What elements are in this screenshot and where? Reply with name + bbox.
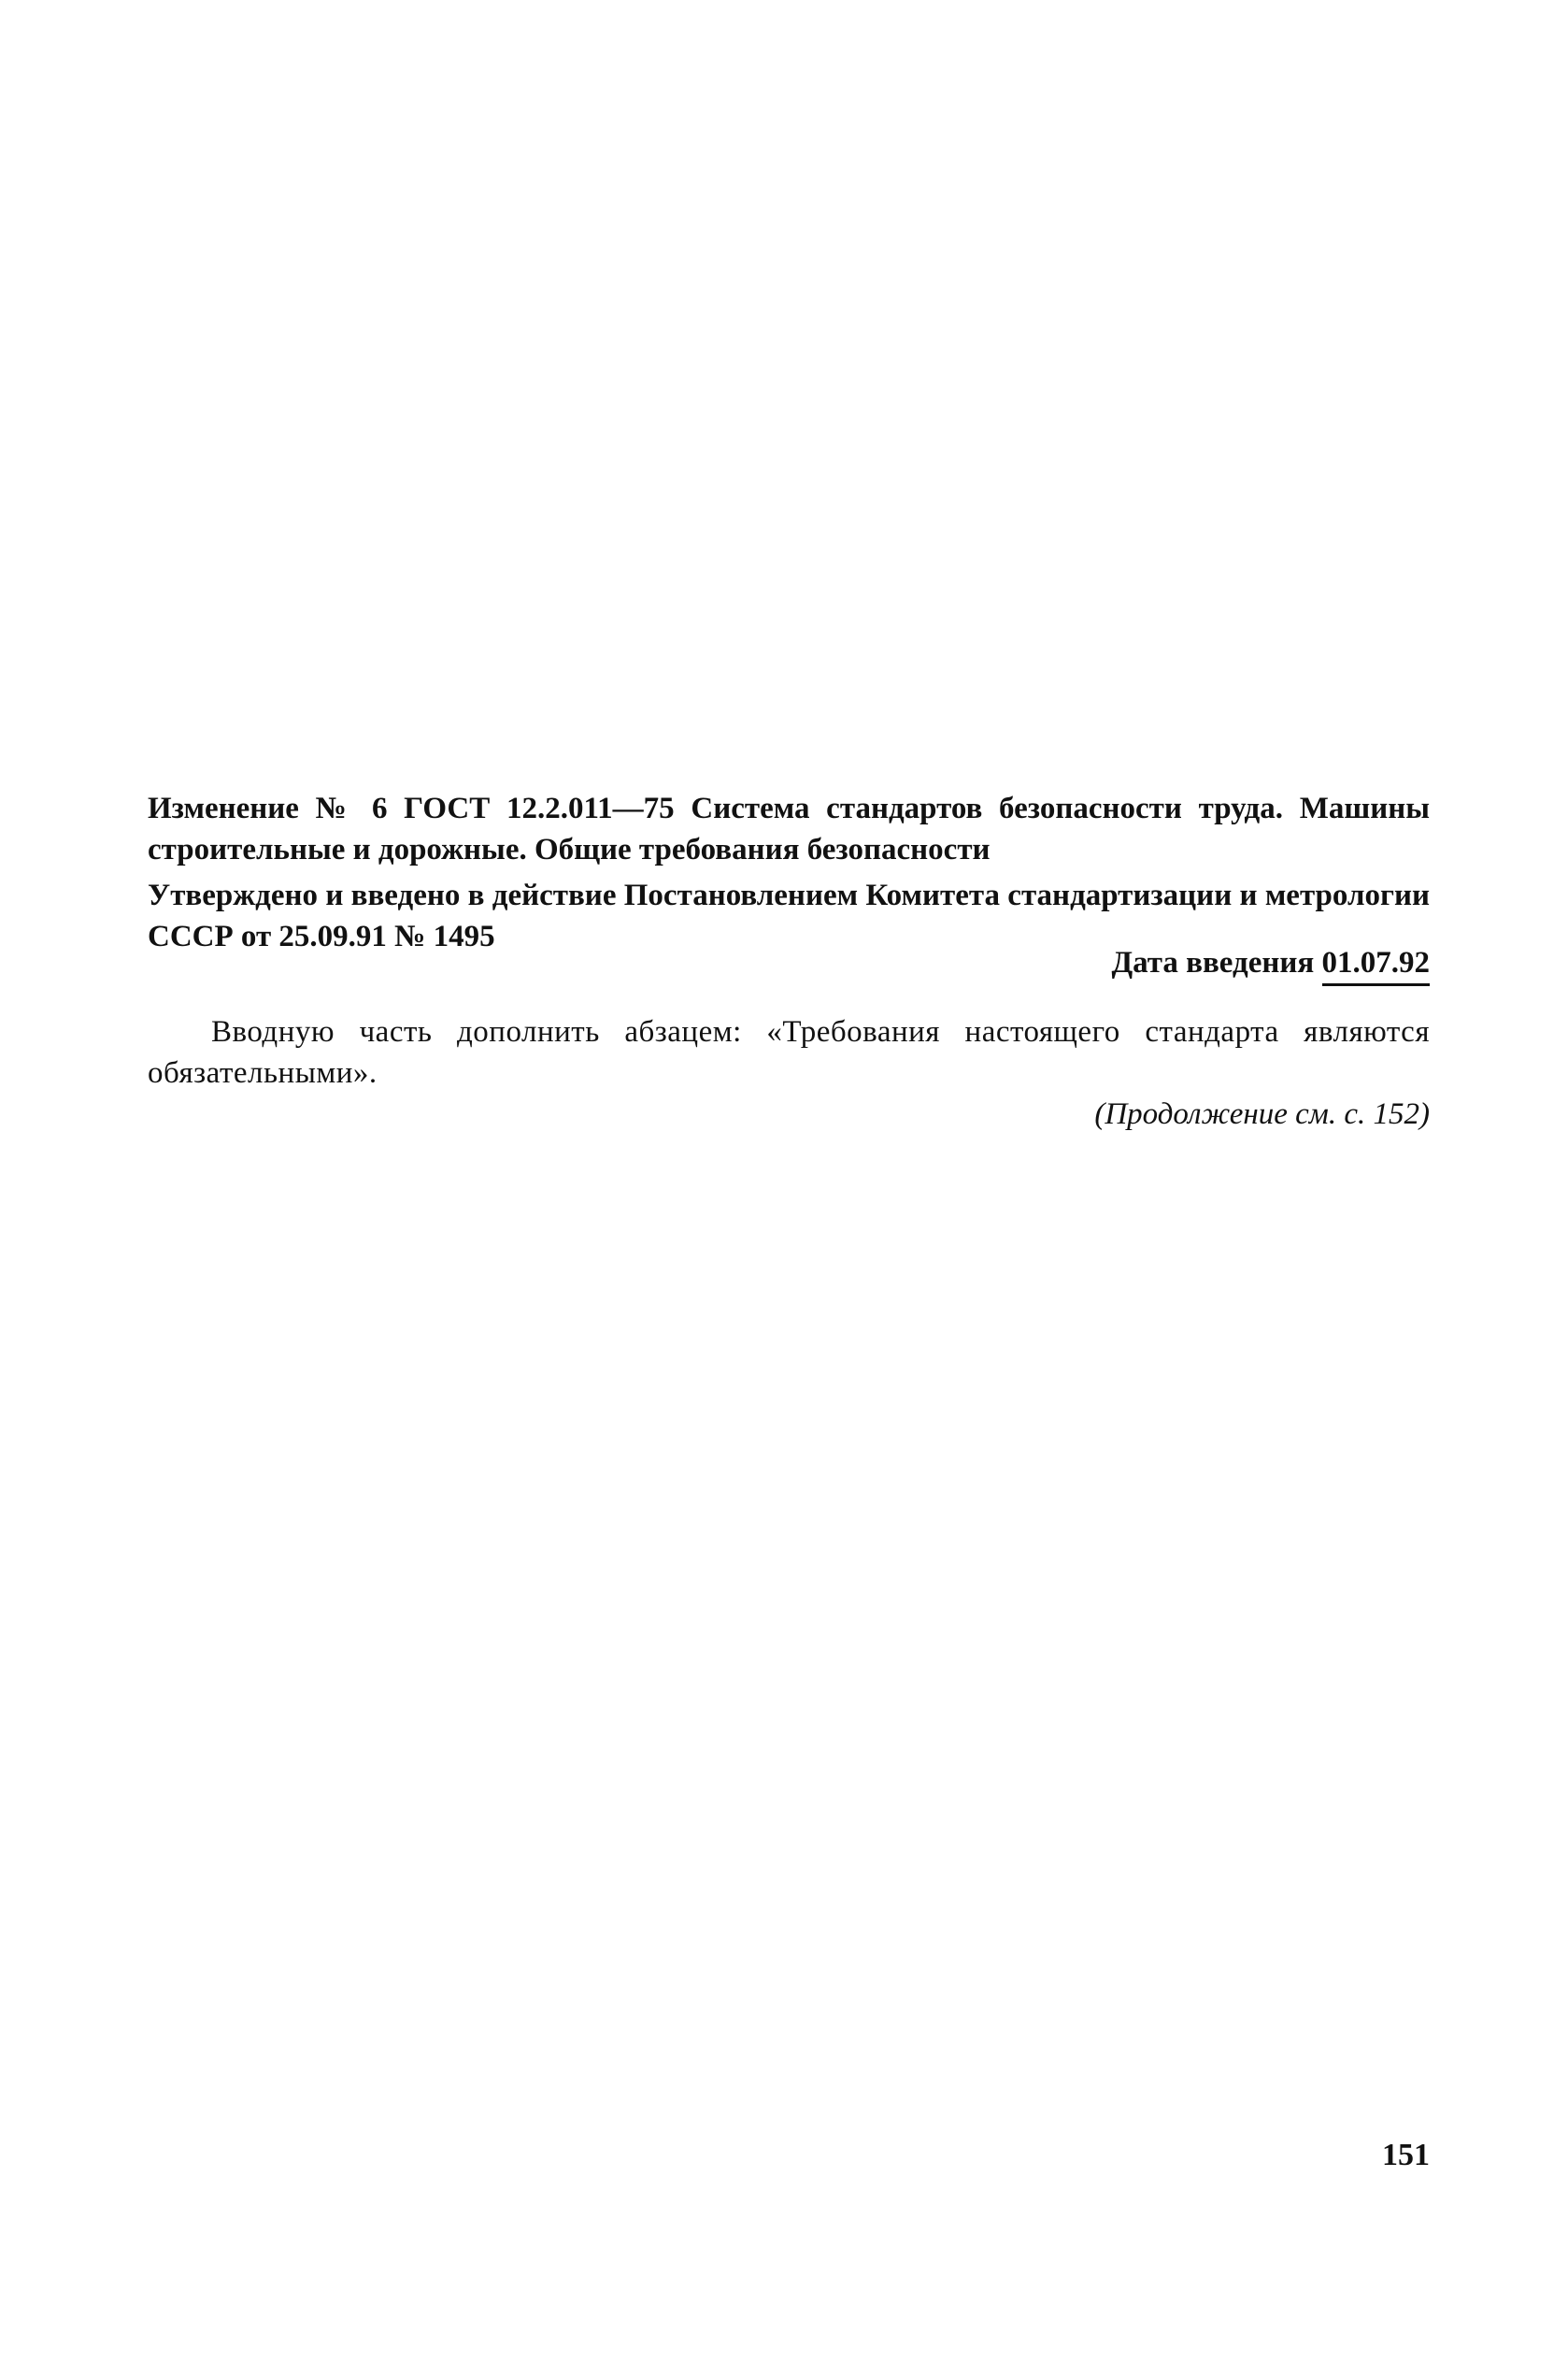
amendment-title: Изменение № 6 ГОСТ 12.2.011—75 Система стандартов безопасности труда. Машины строительные и дорожные. Общие требования безопасности (148, 792, 1430, 866)
page-number: 151 (1382, 2138, 1430, 2172)
amendment-body-paragraph: Вводную часть дополнить абзацем: «Требования настоящего стандарта являются обязательными». (148, 1015, 1430, 1090)
continuation-note: (Продолжение см. с. 152) (1094, 1097, 1430, 1131)
effective-date-label: Дата введения (1111, 946, 1315, 980)
approval-statement: Утверждено и введено в действие Постановлением Комитета стандартизации и метрологии СССР от 25.09.91 № 1495 (148, 879, 1430, 953)
effective-date-value: 01.07.92 (1322, 944, 1431, 986)
effective-date-line (1111, 942, 1430, 986)
